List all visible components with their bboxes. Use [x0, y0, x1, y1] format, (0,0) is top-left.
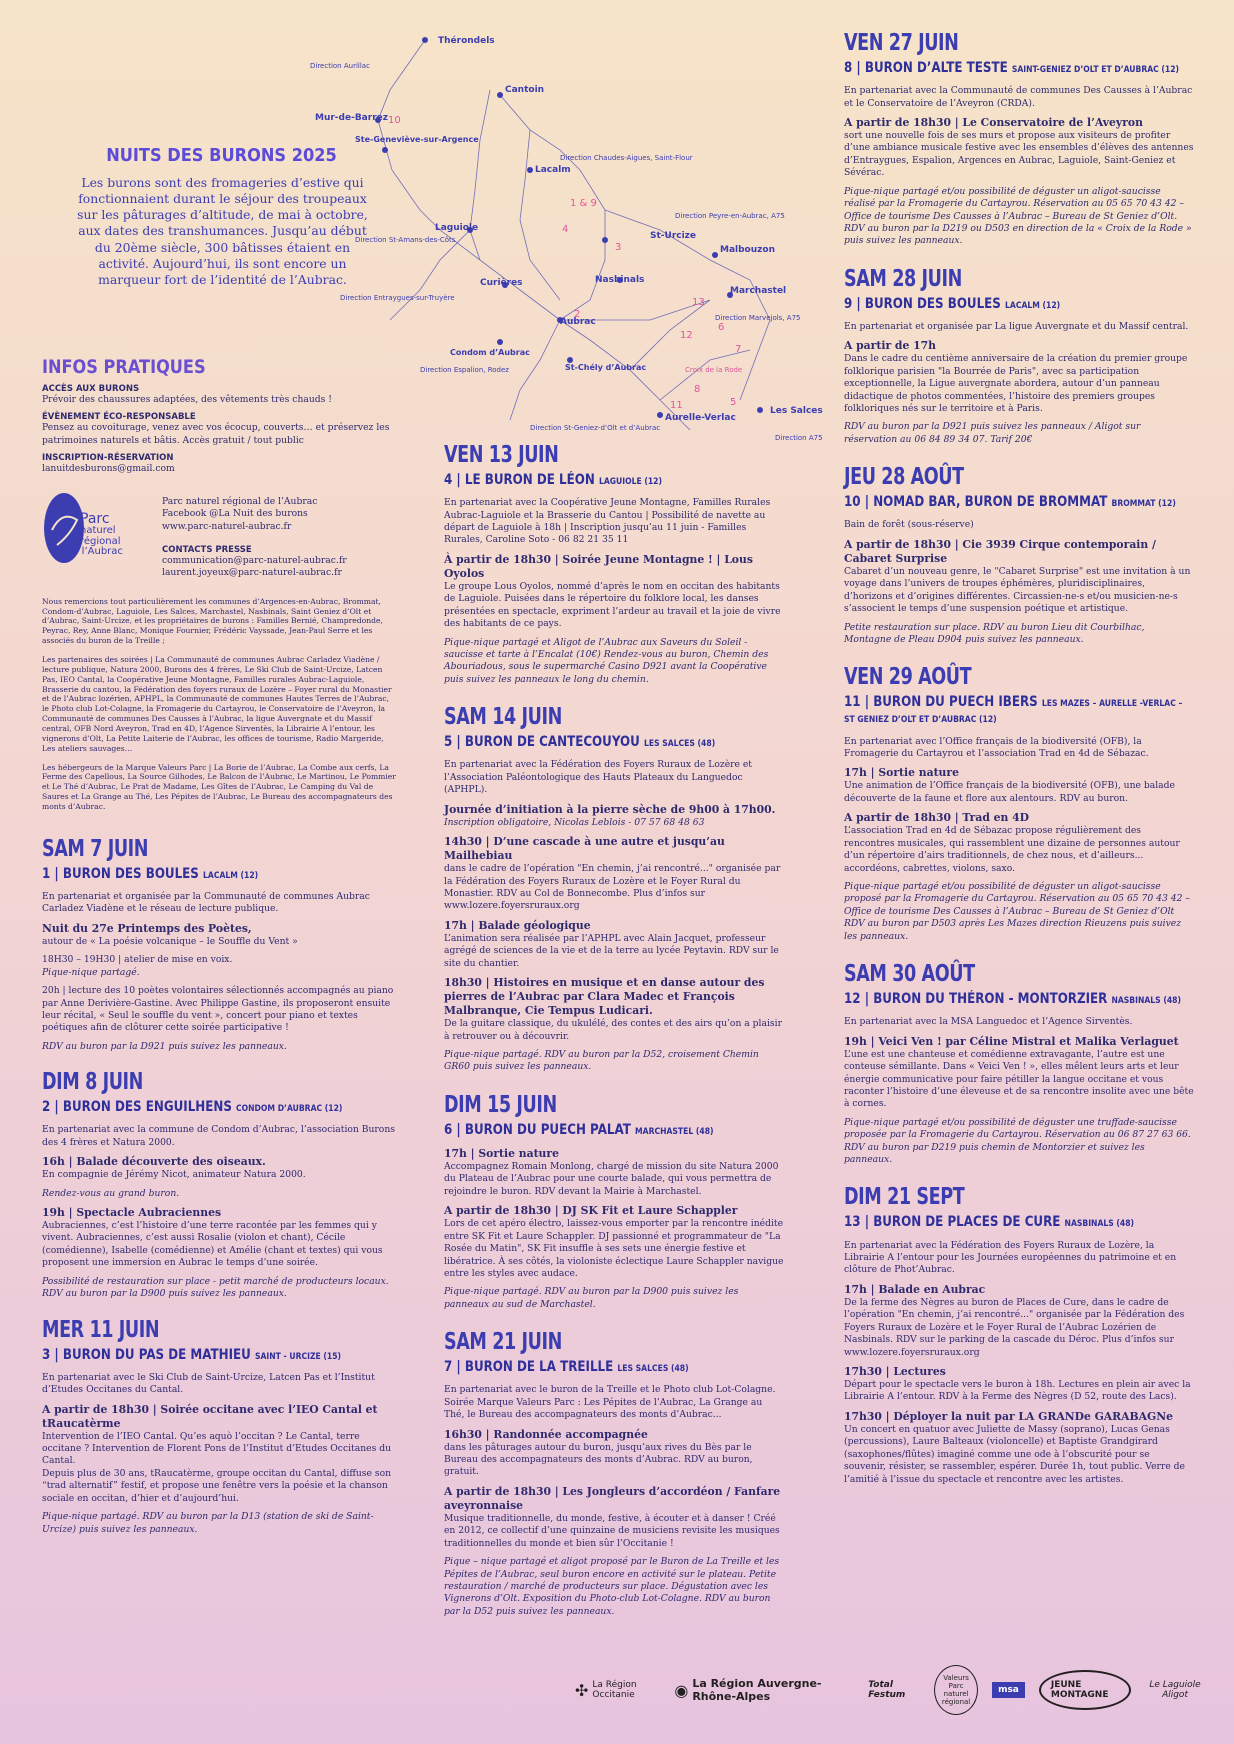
event-date: VEN 27 JUIN	[844, 30, 959, 56]
event-date: SAM 28 JUIN	[844, 265, 962, 292]
event-venue: 6 | BURON DU PUECH PALAT MARCHASTEL (48)	[444, 1121, 714, 1138]
text: En partenariat avec la Fédération des Foyers Ruraux de Lozère et l’Association Paléontologique des Hauts Plateaux du Languedoc (APHPL).	[444, 759, 753, 796]
event	[844, 963, 1194, 1166]
event-date: VEN 29 AOÛT	[844, 664, 972, 691]
heading: A partir de 17h	[844, 339, 936, 353]
heading: 19h | Spectacle Aubraciennes	[42, 1206, 222, 1220]
text: Pique-nique partagé et/ou possibilité de déguster une truffade-saucisse proposée par la Fromagerie du Cartayrou. Réservation au 06 87 27 63 66. RDV au buron par D219 puis chemin de Montorzier et suivez les panneaux.	[844, 1116, 1191, 1166]
logo-text: de l’Aubrac	[66, 546, 123, 558]
text: Pique-nique partagé et/ou possibilité de déguster un aligot-saucisse réalisé par la Fromagerie du Cartayrou. Réservation au 05 65 70 43 42 – Office de tourisme Des Causses à l’Aubrac – Bureau de St Geniez d’Olt. RDV au buron par la D219 ou D503 en direction de la « Croix de la Rode » puis suivez les panneaux.	[844, 185, 1192, 247]
event-date: SAM 30 AOÛT	[844, 961, 975, 988]
event-date: SAM 7 JUIN	[42, 835, 149, 862]
text: Les partenaires des soirées | La Communauté de communes Aubrac Carladez Viadène / lecture publique, Natura 2000, Burons des 4 frères, Le Ski Club de Saint-Urcize, Latcen Pas, IEO Cantal, la Coopérative Jeune Montagne, Familles rurales Aubrac-Laguiole, Brasserie du cantou, la Fédération des foyers ruraux de Lozère – Foyer rural du Monastier et de l’Aubrac lozérien, APHPL, la Communauté de communes Hautes Terres de l’Aubrac, le Photo club Lot-Colagne, la Fromagerie du Cartayrou, le Conservatoire de l’Aveyron, la Communauté de communes Des Causses à l’Aubrac, la ligue Auvergnate et du Massif central, OFB Nord Aveyron, Trad en 4D, l’Agence Sirventès, la Librairie A l’entour, les vignerons d’Olt, La Petite Laiterie de l’Aubrac, les offices de tourisme, Radio Margeride, Les ateliers sauvages…	[42, 654, 392, 753]
text: Intervention de l’IEO Cantal. Qu’es aquò l’occitan ? Le Cantal, terre occitane ? Intervention de Florent Pons de l’Institut d’Etudes Occitanes du Cantal.	[42, 1430, 391, 1467]
text: Dans le cadre du centième anniversaire de la création du premier groupe folklorique parisien "la Bourrée de Paris", avec sa participation exceptionnelle, la Ligue auvergnate abordera, autour d’un panneau didactique de photos commentées, l’histoire des premiers groupes folkloriques nés sur le territoire et à Paris.	[844, 353, 1188, 414]
logo-text: Parc	[80, 510, 110, 527]
event-date: DIM 15 JUIN	[444, 1091, 557, 1118]
text: Pique-nique partagé et/ou possibilité de déguster un aligot-saucisse proposé par la Fromagerie du Cartayrou. Réservation au 05 65 70 43 42 – Office de tourisme Des Causses à l’Aubrac – Bureau de St Geniez d’Olt RDV au buron par D503 après Les Mazes direction Rieuzens puis suivez les panneaux.	[844, 881, 1190, 942]
column-right	[844, 32, 1194, 1492]
event-venue: 2 | BURON DES ENGUILHENS CONDOM D’AUBRAC (12)	[42, 1099, 343, 1116]
buron-number: 2	[574, 309, 581, 320]
map-place: Mur-de-Barrez	[315, 113, 388, 123]
text: En partenariat avec l’Office français de la biodiversité (OFB), la Fromagerie du Cartayrou et l’association Trad en 4d de Sébazac.	[844, 735, 1149, 759]
event	[444, 1331, 784, 1618]
region-icon: ◉	[674, 1680, 689, 1700]
text: Pique-nique partagé et Aligot de l’Aubrac aux Saveurs du Soleil - saucisse et tarte à l’Encalat (10€) Rendez-vous au buron, Chemin des Abouriadous, sous le supermarché Casino D921 avant la Coopérative puis suivez les panneaux le long du chemin.	[444, 636, 769, 685]
text: Aubraciennes, c’est l’histoire d’une terre racontée par les femmes qui y vivent. Aubraciennes, c’est aussi Rosalie (violon et chant), Cécile (comédienne), Isabelle (comédienne) et Amélie (chant et textes) qui vous proposent une immersion en Aubrac le temps d’une soirée.	[42, 1220, 383, 1269]
map	[310, 20, 850, 460]
text: Une animation de l’Office français de la biodiversité (OFB), une balade découverte de la faune et flore aux alentours. RDV au buron.	[844, 780, 1175, 804]
heading: 17h | Sortie nature	[444, 1146, 559, 1160]
thanks	[42, 597, 397, 812]
text: En partenariat avec la Fédération des Foyers Ruraux de Lozère, la Librairie A l’entour pour les Journées européennes du patrimoine et en clôture de Phot’Aubrac.	[844, 1239, 1177, 1276]
text: Lors de cet apéro électro, laissez-vous emporter par la rencontre inédite entre SK Fit et Laure Schappler. DJ passionné et programmateur de "La Rosée du Matin", SK Fit insuffle à ses sets une énergie festive et libératrice. À ses côtés, la violoniste éclectique Laure Schappler navigue entre les styles avec audace.	[444, 1218, 784, 1279]
logo-aura: ◉ La Région Auvergne-Rhône-Alpes	[674, 1677, 822, 1703]
map-place: Direction St-Amans-des-Côts	[355, 236, 456, 244]
infos-title: INFOS PRATIQUES	[42, 356, 206, 378]
event-venue: 11 | BURON DU PUECH IBERS LES MAZES – AURELLE -VERLAC – ST GENIEZ D’OLT ET D’AUBRAC (12)	[844, 694, 1183, 726]
event-date: SAM 21 JUIN	[444, 1329, 562, 1356]
heading: A partir de 18h30 | DJ SK Fit et Laure Schappler	[444, 1204, 738, 1218]
event	[42, 1316, 397, 1536]
text: RDV au buron par la D921 puis suivez les panneaux.	[42, 1040, 287, 1052]
text: En partenariat et organisée par La ligue Auvergnate et du Massif central.	[844, 320, 1189, 332]
partner-logos	[575, 1655, 1205, 1725]
text: En partenariat avec la MSA Languedoc et l’Agence Sirventès.	[844, 1016, 1133, 1028]
event-venue: 9 | BURON DES BOULES LACALM (12)	[844, 295, 1061, 312]
map-place: Condom d’Aubrac	[450, 348, 530, 357]
buron-number: 12	[680, 330, 693, 341]
heading: Nuit du 27e Printemps des Poètes,	[42, 921, 252, 935]
map-place: Lacalm	[535, 165, 571, 175]
event-date: JEU 28 AOÛT	[844, 464, 964, 491]
text: Les hébergeurs de la Marque Valeurs Parc | La Borie de l’Aubrac, La Combe aux cerfs, La Ferme des Capellous, La Source Gilhodes, Le Balcon de l’Aubrac, Le Martinou, Le Pommier et Le Thé d’Aubrac, Le Prat de Madame, Les Gîtes de l’Aubrac, Le Camping du Val de Saures et La Grange au Thé, Les Pépites de l’Aubrac, Le Bureau des accompagnateurs des monts d’Aubrac.	[42, 762, 396, 812]
text: En partenariat avec la Coopérative Jeune Montagne, Familles Rurales Aubrac-Laguiole et la Brasserie du Cantou | Possibilité de navette au départ de Laguiole à 18h | Inscription jusqu’au 11 juin - Familles Rurales, Caroline Soto - 06 82 21 35 11	[444, 497, 771, 546]
label: ACCÈS AUX BURONS	[42, 384, 140, 394]
logo-jeune-montagne: JEUNE MONTAGNE	[1039, 1670, 1131, 1710]
intro-text: Les burons sont des fromageries d’estive qui fonctionnaient durant le séjour des troupeaux sur les pâturages d’altitude, de mai à octobre, aux dates des transhumances. Jusqu’au début du 20ème siècle, 300 bâtisses étaient en activité. Aujourd’hui, ils sont encore un marqueur fort de l’identité de l’Aubrac.	[77, 175, 368, 287]
buron-number: 13	[692, 297, 705, 308]
heading: A partir de 18h30 | Cie 3939 Cirque contemporain / Cabaret Surprise	[844, 537, 1156, 565]
event-venue: 8 | BURON D’ALTE TESTE SAINT-GENIEZ D’OLT ET D’AUBRAC (12)	[844, 60, 1180, 76]
park-logo	[42, 490, 132, 585]
event	[444, 444, 784, 686]
map-place: Direction Espalion, Rodez	[420, 366, 509, 374]
text: dans le cadre de l’opération "En chemin, j’ai rencontré..." organisée par la Fédération des Foyers Ruraux de Lozère et le Foyer Rural du Monastier. RDV au Col de Bonnecombe. Plus d’infos sur www.lozere.foyersruraux.org	[444, 863, 781, 912]
buron-number: 11	[670, 400, 683, 411]
event-date: DIM 8 JUIN	[42, 1069, 143, 1096]
heading: 17h | Balade en Aubrac	[844, 1282, 986, 1296]
map-place: Direction Marvejols, A75	[715, 314, 801, 322]
text: 18H30 – 19H30 | atelier de mise en voix.	[42, 954, 233, 966]
heading: 14h30 | D’une cascade à une autre et jusqu’au Mailhebiau	[444, 835, 725, 863]
logo-text: naturel	[80, 525, 116, 537]
text: dans les pâturages autour du buron, jusqu’aux rives du Bès par le Bureau des accompagnateurs des monts d’Aubrac. RDV au buron, gratuit.	[444, 1441, 753, 1478]
label: ÉVÈNEMENT ÉCO-RESPONSABLE	[42, 412, 196, 423]
heading: À partir de 18h30 | Soirée Jeune Montagne ! | Lous Oyolos	[444, 552, 753, 580]
map-place: Aubrac	[560, 317, 596, 327]
map-place: Curières	[480, 278, 523, 288]
text: autour de « La poésie volcanique – le Souffle du Vent »	[42, 935, 298, 947]
logo-total-festum: Total Festum	[868, 1680, 906, 1700]
map-place: Laguiole	[435, 223, 479, 233]
map-place: Malbouzon	[720, 245, 775, 255]
heading: 16h30 | Randonnée accompagnée	[444, 1427, 648, 1441]
text: Pique-nique partagé. RDV au buron par la D52, croisement Chemin GR60 puis suivez les panneaux.	[444, 1049, 759, 1073]
event	[42, 835, 397, 1053]
map-place: Nasbinals	[595, 275, 645, 285]
text: Musique traditionnelle, du monde, festive, à écouter et à danser ! Créé en 2012, ce collectif d’une quinzaine de musiciens revisite les musiques traditionnelles du monde et bien sûr l’Occitanie !	[444, 1512, 780, 1549]
buron-number: 3	[615, 242, 622, 253]
text: Pique – nique partagé et aligot proposé par le Buron de La Treille et les Pépites de l’Aubrac, seul buron encore en activité sur le plateau. Petite restauration / marché de producteurs sur place. Dégustation avec les Vignerons d’Olt. Exposition du Photo-club Lot-Colagne. RDV au buron par la D52 puis suivez les panneaux.	[444, 1556, 780, 1617]
heading: A partir de 18h30 | Soirée occitane avec l’IEO Cantal et tRaucatèrme	[42, 1402, 378, 1430]
link[interactable]: www.parc-naturel-aubrac.fr	[162, 520, 292, 532]
heading: 17h30 | Lectures	[844, 1364, 946, 1378]
map-place: Direction A75	[775, 434, 823, 442]
column-left	[42, 356, 397, 1542]
event-venue: 5 | BURON DE CANTECOUYOU LES SALCES (48)	[444, 734, 716, 751]
text: L’animation sera réalisée par l’APHPL avec Alain Jacquet, professeur agrégé de sciences de la vie et de la terre au lycée Peytavin. RDV sur le site du chantier.	[444, 932, 779, 969]
text: Rendez-vous au grand buron.	[42, 1187, 180, 1199]
event-venue: 3 | BURON DU PAS DE MATHIEU SAINT - URCIZE (15)	[42, 1346, 342, 1363]
logo-msa: msa	[992, 1682, 1025, 1698]
map-towns	[375, 37, 763, 418]
event-venue: 1 | BURON DES BOULES LACALM (12)	[42, 865, 259, 882]
map-place: Direction Peyre-en-Aubrac, A75	[675, 212, 785, 220]
text: L’une est une chanteuse et comédienne extravagante, l’autre est une conteuse sémillante. Dans « Veici Ven ! », elles mêlent leurs arts et leur énergie communicative pour faire pétiller la langue occitane et vous raconter l’histoire d’une éleveuse et de sa rencontre insolite avec une bête à cornes.	[844, 1048, 1194, 1110]
event-venue: 10 | NOMAD BAR, BURON DE BROMMAT BROMMAT (12)	[844, 494, 1176, 511]
text: Pique-nique partagé.	[42, 966, 140, 978]
map-place: Marchastel	[730, 286, 787, 296]
email[interactable]: lanuitdesburons@gmail.com	[42, 463, 175, 475]
event-venue: 12 | BURON DU THÉRON - MONTORZIER NASBINALS (48)	[844, 991, 1181, 1008]
text: En partenariat et organisée par la Communauté de communes Aubrac Carladez Viadène et le réseau de lecture publique.	[42, 890, 370, 915]
text: Depuis plus de 30 ans, tRaucatèrme, groupe occitan du Cantal, diffuse son “trad alternatif” festif, et propose une fenêtre vers la poésie et la chanson sociale en occitan, d’hier et d’aujourd’hui.	[42, 1467, 392, 1504]
text: En compagnie de Jérémy Nicot, animateur Natura 2000.	[42, 1169, 306, 1181]
heading: 16h | Balade découverte des oiseaux.	[42, 1155, 266, 1169]
map-place: Cantoin	[505, 85, 545, 95]
text: Cabaret d’un nouveau genre, le "Cabaret Surprise" est une invitation à un voyage dans l’univers de troupes éphémères, pluridisciplinaires, d’horizons et d’origines différentes. Circassien-ne-s et/ou musicien-ne-s s’associent le temps d’une suspension poétique et artistique.	[844, 565, 1191, 615]
label: INSCRIPTION-RÉSERVATION	[42, 453, 174, 464]
logo-occitanie: ✣ La Région Occitanie	[575, 1680, 637, 1700]
text: sort une nouvelle fois de ses murs et propose aux visiteurs de profiter d’une ambiance musicale festive avec les ensembles d’élèves des antennes d’Entraygues, Espalion, Argences en Aubrac, Laguiole, Saint-Geniez et Sévérac.	[844, 129, 1194, 179]
text: Parc naturel régional de l’Aubrac	[162, 495, 318, 507]
column-middle	[444, 444, 784, 1624]
map-place: Thérondels	[438, 36, 495, 46]
buron-number: 4	[562, 224, 569, 235]
event	[844, 1186, 1194, 1486]
map-place: Direction Chaudes-Aigues, Saint-Flour	[560, 154, 693, 162]
email[interactable]: communication@parc-naturel-aubrac.fr	[162, 554, 347, 566]
buron-number: 8	[694, 384, 701, 395]
event	[444, 706, 784, 1074]
map-place: St-Urcize	[650, 231, 697, 241]
text: Prévoir des chaussures adaptées, des vêtements très chauds !	[42, 394, 332, 405]
text: Départ pour le spectacle vers le buron à 18h. Lectures en plein air avec la Librairie A l’entour. RDV à la Ferme des Nègres (D 52, route des Lacs).	[844, 1378, 1191, 1403]
map-place: Direction Aurillac	[310, 62, 370, 70]
event	[444, 1091, 784, 1311]
label: CONTACTS PRESSE	[162, 544, 252, 555]
text: Pensez au covoiturage, venez avec vos écocup, couverts… et préservez les patrimoines naturels et bâtis. Accès gratuit / tout public	[42, 422, 390, 446]
text: En partenariat avec la Communauté de communes Des Causses à l’Aubrac et le Conservatoire de l’Aveyron (CRDA).	[844, 85, 1193, 109]
text: En partenariat avec le Ski Club de Saint-Urcize, Latcen Pas et l’Institut d’Etudes Occitanes du Cantal.	[42, 1371, 375, 1396]
text: Bain de forêt (sous-réserve)	[844, 519, 974, 531]
contacts	[42, 490, 397, 585]
logo-laguiole-aligot: Le Laguiole Aligot	[1149, 1680, 1201, 1700]
region-icon: ✣	[575, 1680, 589, 1700]
link[interactable]: Facebook @La Nuit des burons	[162, 508, 308, 520]
buron-number: 6	[718, 322, 725, 333]
map-place: Les Salces	[770, 406, 823, 416]
event-venue: 7 | BURON DE LA TREILLE LES SALCES (48)	[444, 1359, 689, 1376]
event-date: DIM 21 SEPT	[844, 1184, 965, 1211]
text: Petite restauration sur place. RDV au buron Lieu dit Courbilhac, Montagne de Pleau D904 puis suivez les panneaux.	[844, 621, 1145, 645]
event-date: VEN 13 JUIN	[444, 442, 559, 468]
buron-number: 5	[730, 397, 737, 408]
heading: 17h | Sortie nature	[844, 766, 959, 780]
map-place: St-Chély d’Aubrac	[565, 363, 647, 372]
buron-number: 7	[735, 344, 742, 355]
text: En partenariat avec la commune de Condom d’Aubrac, l’association Burons des 4 frères et Natura 2000.	[42, 1124, 395, 1148]
map-place: Direction St-Geniez-d’Olt et d’Aubrac	[530, 424, 661, 432]
event-venue: 4 | LE BURON DE LÉON LAGUIOLE (12)	[444, 472, 663, 488]
map-place: Ste-Geneviève-sur-Argence	[355, 135, 479, 144]
event	[844, 32, 1194, 248]
map-place: Direction Entraygues-sur-Truyère	[340, 294, 455, 302]
text: Le groupe Lous Oyolos, nommé d’après le nom en occitan des habitants de Laguiole. Puisées dans le répertoire du folklore local, les danses présentées en spectacle, expriment l’ardeur au travail et la joie de vivre des habitants de ce pays.	[444, 580, 781, 630]
heading: A partir de 18h30 | Les Jongleurs d’accordéon / Fanfare aveyronnaise	[444, 1484, 781, 1512]
buron-number: 10	[388, 115, 401, 126]
event-date: MER 11 JUIN	[42, 1316, 160, 1343]
map-place: Croix de la Rode	[685, 366, 743, 374]
event	[844, 466, 1194, 646]
event-date: SAM 14 JUIN	[444, 704, 562, 731]
event	[844, 265, 1194, 447]
event	[42, 1071, 397, 1300]
text: Pique-nique partagé. RDV au buron par la D13 (station de ski de Saint-Urcize) puis suivez les panneaux.	[42, 1511, 374, 1535]
event	[844, 666, 1194, 943]
logo-text: régional	[80, 535, 121, 547]
text: De la ferme des Nègres au buron de Places de Cure, dans le cadre de l’opération "En chemin, j’ai rencontré..." organisée par la Fédération des Foyers Ruraux de Lozère et le Foyer Rural de l’Aubrac Lozérien de Nasbinals. RDV sur le parking de la cascade du Déroc. Plus d’infos sur www.lozere.foyersruraux.org	[844, 1296, 1185, 1358]
heading: 17h30 | Déployer la nuit par LA GRANDe GARABAGNe	[844, 1409, 1173, 1423]
text: Inscription obligatoire, Nicolas Leblois - 07 57 68 48 63	[444, 816, 705, 828]
text: Accompagnez Romain Monlong, chargé de mission du site Natura 2000 du Plateau de l’Aubrac pour une courte balade, qui vous permettra de rejoindre le buron. RDV devant la Mairie à Marchastel.	[444, 1160, 779, 1197]
text: Possibilité de restauration sur place - petit marché de producteurs locaux. RDV au buron par la D900 puis suivez les panneaux.	[42, 1275, 389, 1300]
heading: 19h | Veici Ven ! par Céline Mistral et Malika Verlaguet	[844, 1034, 1179, 1048]
heading: 17h | Balade géologique	[444, 918, 591, 932]
buron-number: 1 & 9	[570, 198, 597, 209]
heading: A partir de 18h30 | Le Conservatoire de l’Aveyron	[844, 115, 1143, 129]
event-venue: 13 | BURON DE PLACES DE CURE NASBINALS (48)	[844, 1214, 1135, 1231]
text: L’association Trad en 4d de Sébazac propose régulièrement des rencontres musicales, qui rassemblent une dizaine de personnes autour d’un répertoire d’airs traditionnels, de chez nous, et d’ailleurs... accordéons, cabrettes, violons, saxo.	[844, 825, 1180, 874]
heading: 18h30 | Histoires en musique et en danse autour des pierres de l’Aubrac par Clara Madec et François Malbranque, Cie Tempus Ludicari.	[444, 976, 765, 1018]
logo-valeurs-parc: Valeurs Parc naturel régional	[934, 1665, 978, 1715]
text: En partenariat avec le buron de la Treille et le Photo club Lot-Colagne. Soirée Marque Valeurs Parc : Les Pépites de l’Aubrac, La Grange au Thé, le Bureau des accompagnateurs des monts d’Aubrac...	[444, 1384, 776, 1421]
text: Nous remercions tout particulièrement les communes d’Argences-en-Aubrac, Brommat, Condom-d’Aubrac, Laguiole, Les Salces, Marchastel, Nasbinals, Saint Geniez d’Olt et d’Aubrac, Saint-Urcize, et les propriétaires de burons : Familles Bernié, Champredonde, Peyrac, Rey, Anne Blanc, Monique Fournier, Frédéric Vayssade, Jean-Paul Serre et les associés du buron de la Treille ;	[42, 596, 383, 646]
text: RDV au buron par la D921 puis suivez les panneaux / Aligot sur réservation au 06 84 89 34 07. Tarif 20€	[844, 421, 1141, 445]
festival-title: NUITS DES BURONS 2025	[106, 145, 337, 166]
heading: Journée d’initiation à la pierre sèche de 9h00 à 17h00.	[444, 802, 776, 816]
heading: A partir de 18h30 | Trad en 4D	[844, 811, 1030, 825]
text: 20h | lecture des 10 poètes volontaires sélectionnés accompagnés au piano par Anne Derivière-Gastine. Avec Philippe Gastine, ils proposeront ensuite leur récital, « Seul le souffle du vent », concert pour piano et textes poétiques afin de clôturer cette soirée participative !	[42, 985, 394, 1034]
text: Un concert en quatuor avec Juliette de Massy (soprano), Lucas Genas (percussions), Laure Balteaux (violoncelle) et Baptiste Grandgirard (saxophones/flûtes) imaginé comme une ode à l’obscurité pour se souvenir, résister, se rassembler, espérer. Durée 1h, tout public. Verre de l’amitié à l’issue du spectacle et rencontre avec les artistes.	[844, 1423, 1185, 1485]
email[interactable]: laurent.joyeux@parc-naturel-aubrac.fr	[162, 567, 342, 579]
text: Pique-nique partagé. RDV au buron par la D900 puis suivez les panneaux au sud de Marchastel.	[444, 1286, 739, 1310]
text: De la guitare classique, du ukulélé, des contes et des airs qu’on a plaisir à retrouver ou à découvrir.	[444, 1018, 782, 1042]
map-place: Aurelle-Verlac	[665, 413, 736, 423]
